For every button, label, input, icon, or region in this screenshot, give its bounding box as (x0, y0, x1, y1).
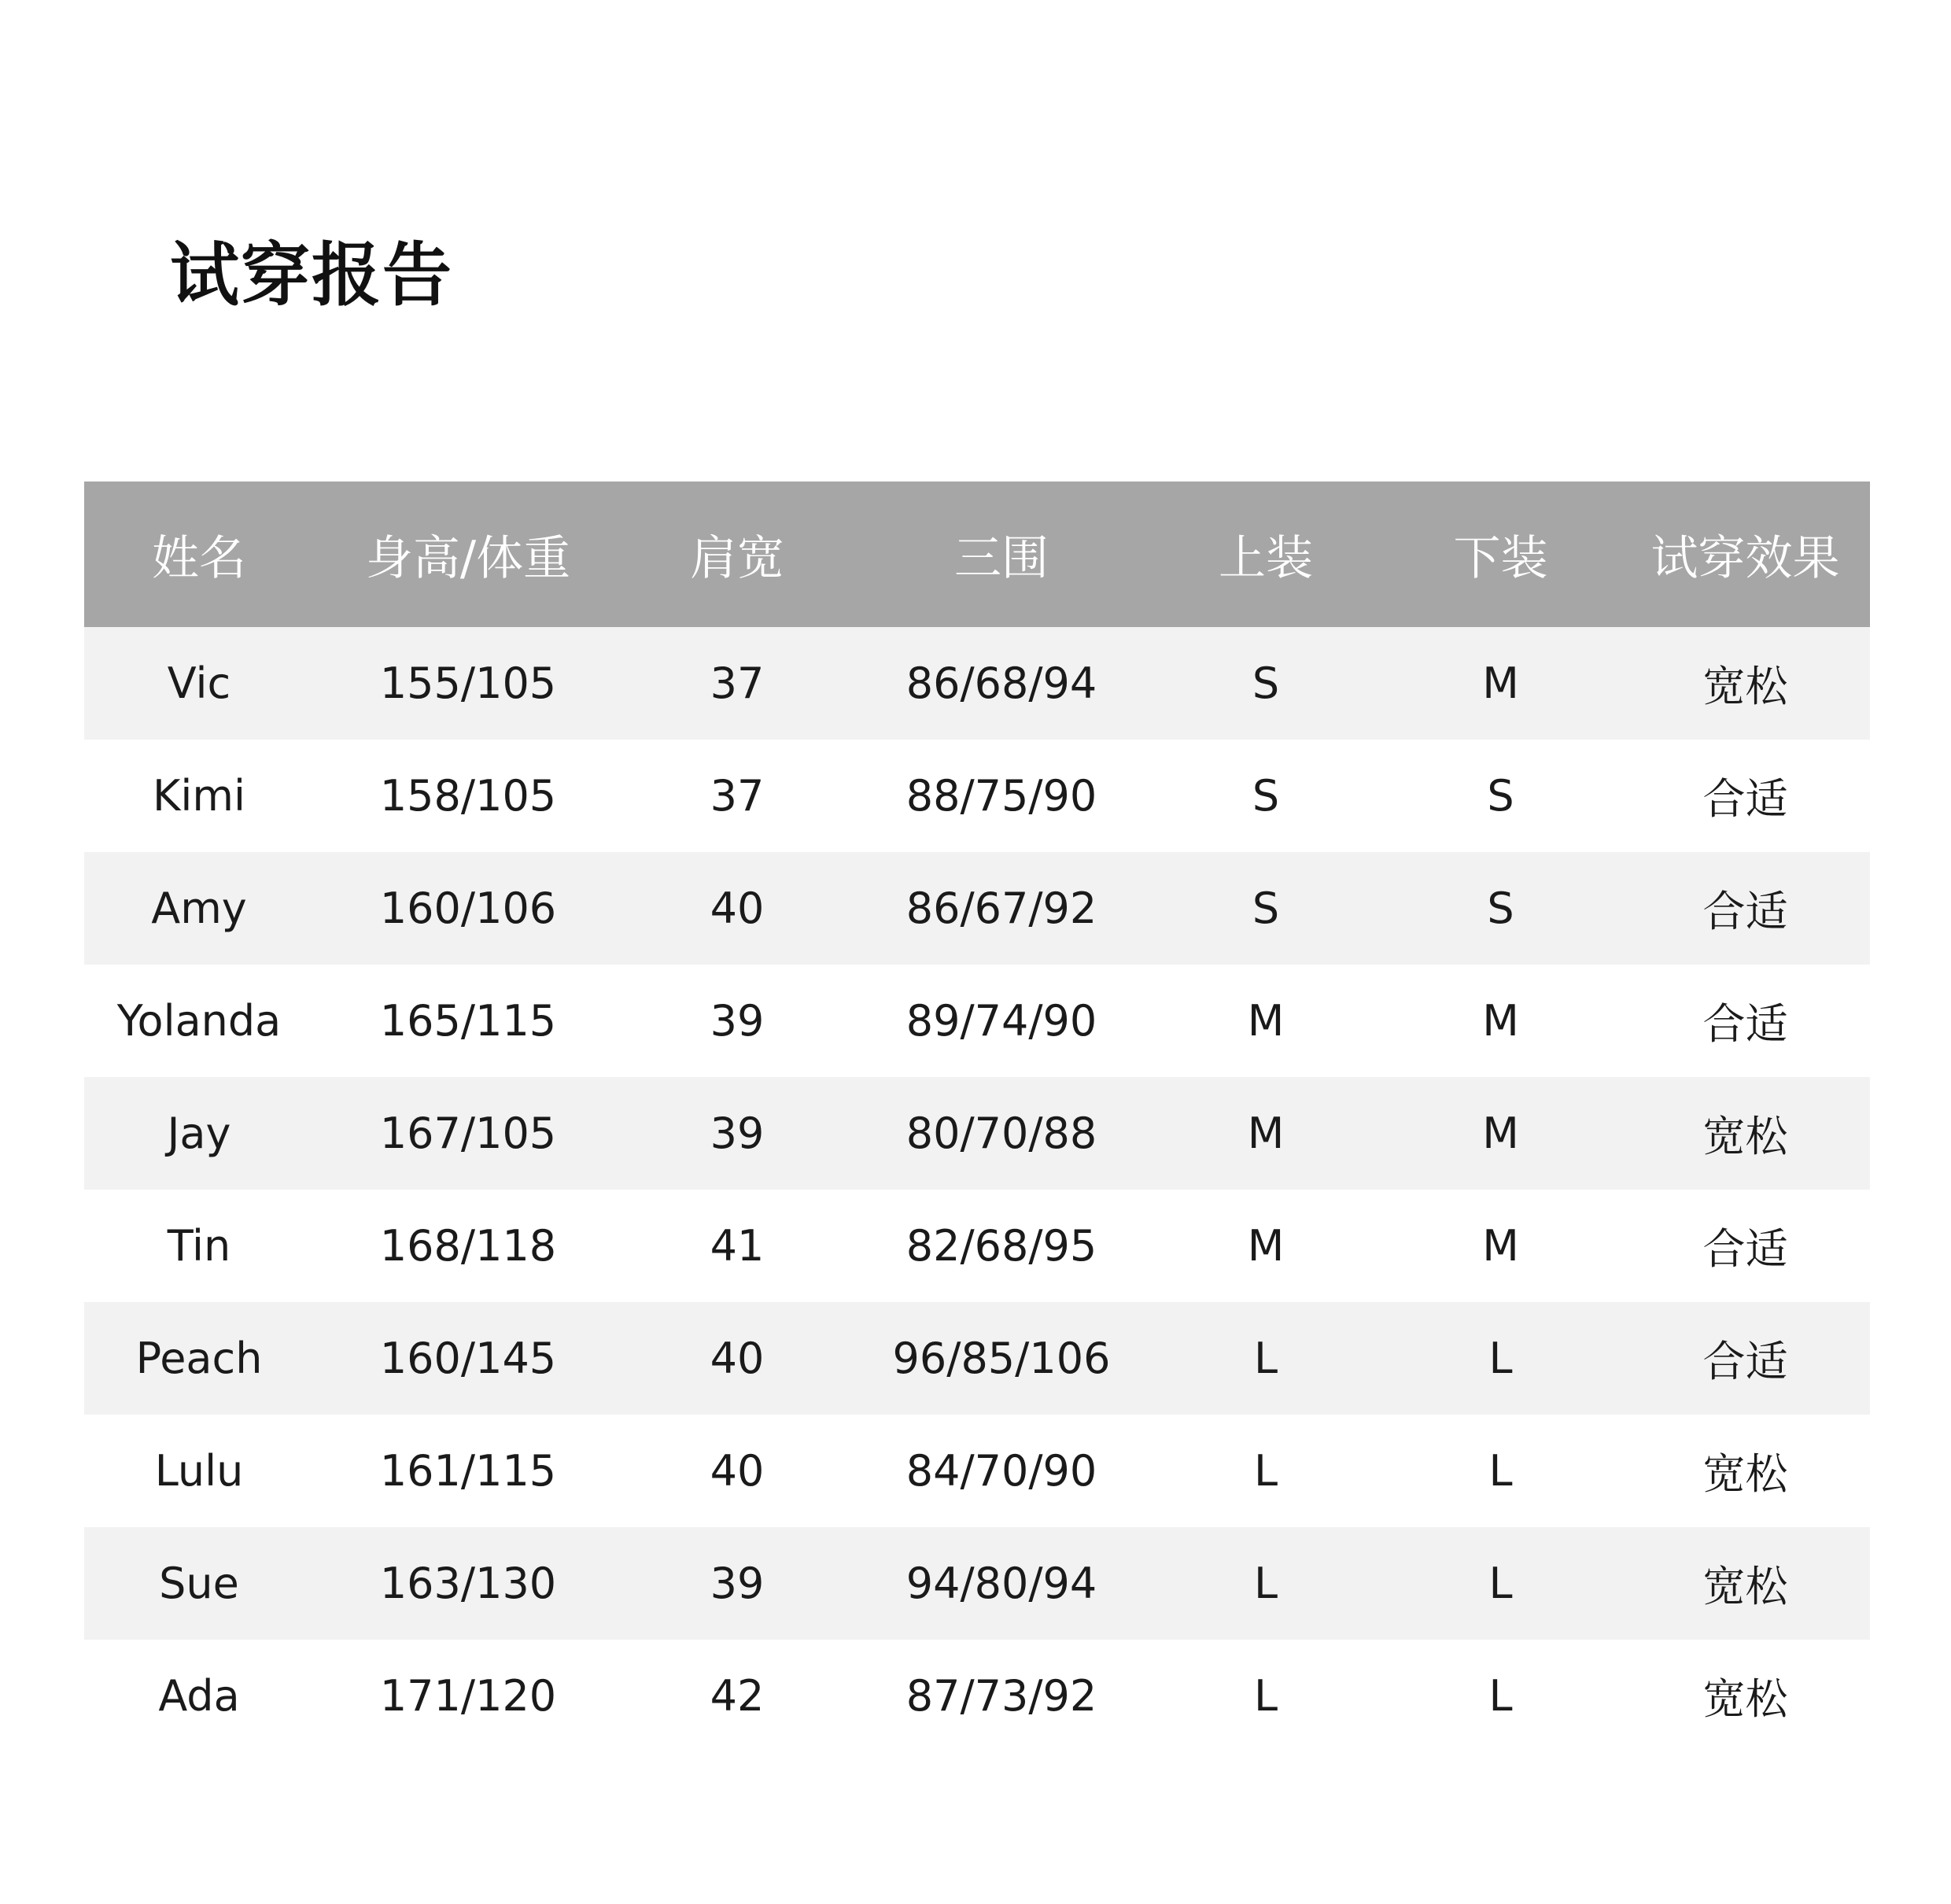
table-row (84, 1190, 1870, 1302)
cell-name: Yolanda (116, 996, 282, 1046)
cell-top-size: S (1252, 884, 1280, 933)
table-row (84, 965, 1870, 1077)
header-fit-result: 试穿效果 (1650, 530, 1840, 586)
cell-fit-result: 合适 (1702, 999, 1788, 1049)
cell-shoulder-width: 40 (710, 884, 765, 933)
cell-height-weight: 161/115 (379, 1446, 557, 1496)
cell-top-size: M (1247, 1109, 1285, 1158)
cell-fit-result: 宽松 (1702, 662, 1788, 711)
header-name: 姓名 (152, 530, 246, 586)
table-row (84, 1077, 1870, 1190)
cell-bottom-size: M (1482, 1221, 1519, 1271)
cell-height-weight: 167/105 (379, 1109, 557, 1158)
cell-name: Amy (151, 884, 247, 933)
cell-top-size: S (1252, 771, 1280, 821)
cell-height-weight: 155/105 (379, 659, 557, 708)
cell-name: Ada (158, 1671, 240, 1721)
table-header-row (84, 482, 1870, 627)
cell-fit-result: 宽松 (1702, 1674, 1788, 1724)
cell-top-size: L (1253, 1334, 1278, 1383)
header-shoulder-width: 肩宽 (690, 530, 784, 586)
cell-shoulder-width: 42 (710, 1671, 765, 1721)
cell-bottom-size: L (1488, 1559, 1513, 1608)
cell-top-size: L (1253, 1671, 1278, 1721)
cell-bottom-size: M (1482, 1109, 1519, 1158)
cell-measurements: 89/74/90 (905, 996, 1097, 1046)
cell-fit-result: 宽松 (1702, 1562, 1788, 1611)
cell-fit-result: 合适 (1702, 1337, 1788, 1386)
cell-shoulder-width: 39 (710, 1559, 765, 1608)
cell-shoulder-width: 37 (710, 659, 765, 708)
cell-name: Kimi (152, 771, 246, 821)
cell-measurements: 96/85/106 (892, 1334, 1111, 1383)
cell-height-weight: 163/130 (379, 1559, 557, 1608)
table-row (84, 1415, 1870, 1527)
cell-bottom-size: S (1487, 771, 1514, 821)
header-height-weight: 身高/体重 (365, 530, 571, 586)
cell-height-weight: 168/118 (379, 1221, 557, 1271)
header-bottom-size: 下装 (1453, 530, 1548, 586)
table-row (84, 740, 1870, 852)
table-row (84, 852, 1870, 965)
cell-name: Vic (167, 659, 231, 708)
cell-name: Jay (167, 1109, 231, 1158)
cell-fit-result: 合适 (1702, 774, 1788, 824)
cell-bottom-size: M (1482, 659, 1519, 708)
cell-height-weight: 158/105 (379, 771, 557, 821)
table-row (84, 1302, 1870, 1415)
cell-bottom-size: S (1487, 884, 1514, 933)
cell-height-weight: 160/106 (379, 884, 557, 933)
cell-measurements: 94/80/94 (905, 1559, 1097, 1608)
cell-fit-result: 宽松 (1702, 1449, 1788, 1499)
cell-top-size: M (1247, 996, 1285, 1046)
page-title: 试穿报告 (170, 234, 454, 315)
cell-bottom-size: L (1488, 1671, 1513, 1721)
cell-shoulder-width: 41 (710, 1221, 765, 1271)
cell-fit-result: 宽松 (1702, 1112, 1788, 1161)
cell-measurements: 80/70/88 (905, 1109, 1097, 1158)
cell-bottom-size: L (1488, 1334, 1513, 1383)
cell-shoulder-width: 39 (710, 996, 765, 1046)
fitting-report-table (84, 482, 1870, 1752)
header-measurements: 三围 (954, 530, 1049, 586)
cell-measurements: 87/73/92 (905, 1671, 1097, 1721)
cell-fit-result: 合适 (1702, 1224, 1788, 1274)
table-row (84, 1640, 1870, 1752)
cell-name: Lulu (154, 1446, 244, 1496)
cell-shoulder-width: 40 (710, 1446, 765, 1496)
cell-top-size: M (1247, 1221, 1285, 1271)
cell-shoulder-width: 40 (710, 1334, 765, 1383)
cell-measurements: 86/67/92 (905, 884, 1097, 933)
table-row (84, 1527, 1870, 1640)
cell-measurements: 86/68/94 (905, 659, 1097, 708)
cell-shoulder-width: 39 (710, 1109, 765, 1158)
cell-measurements: 82/68/95 (905, 1221, 1097, 1271)
cell-shoulder-width: 37 (710, 771, 765, 821)
cell-measurements: 88/75/90 (905, 771, 1097, 821)
cell-top-size: L (1253, 1446, 1278, 1496)
cell-height-weight: 171/120 (379, 1671, 557, 1721)
cell-height-weight: 165/115 (379, 996, 557, 1046)
cell-name: Tin (167, 1221, 231, 1271)
table-row (84, 627, 1870, 740)
cell-bottom-size: M (1482, 996, 1519, 1046)
cell-height-weight: 160/145 (379, 1334, 557, 1383)
cell-measurements: 84/70/90 (905, 1446, 1097, 1496)
cell-bottom-size: L (1488, 1446, 1513, 1496)
cell-top-size: L (1253, 1559, 1278, 1608)
cell-name: Sue (159, 1559, 239, 1608)
cell-name: Peach (135, 1334, 263, 1383)
cell-top-size: S (1252, 659, 1280, 708)
header-top-size: 上装 (1219, 530, 1313, 586)
cell-fit-result: 合适 (1702, 887, 1788, 936)
